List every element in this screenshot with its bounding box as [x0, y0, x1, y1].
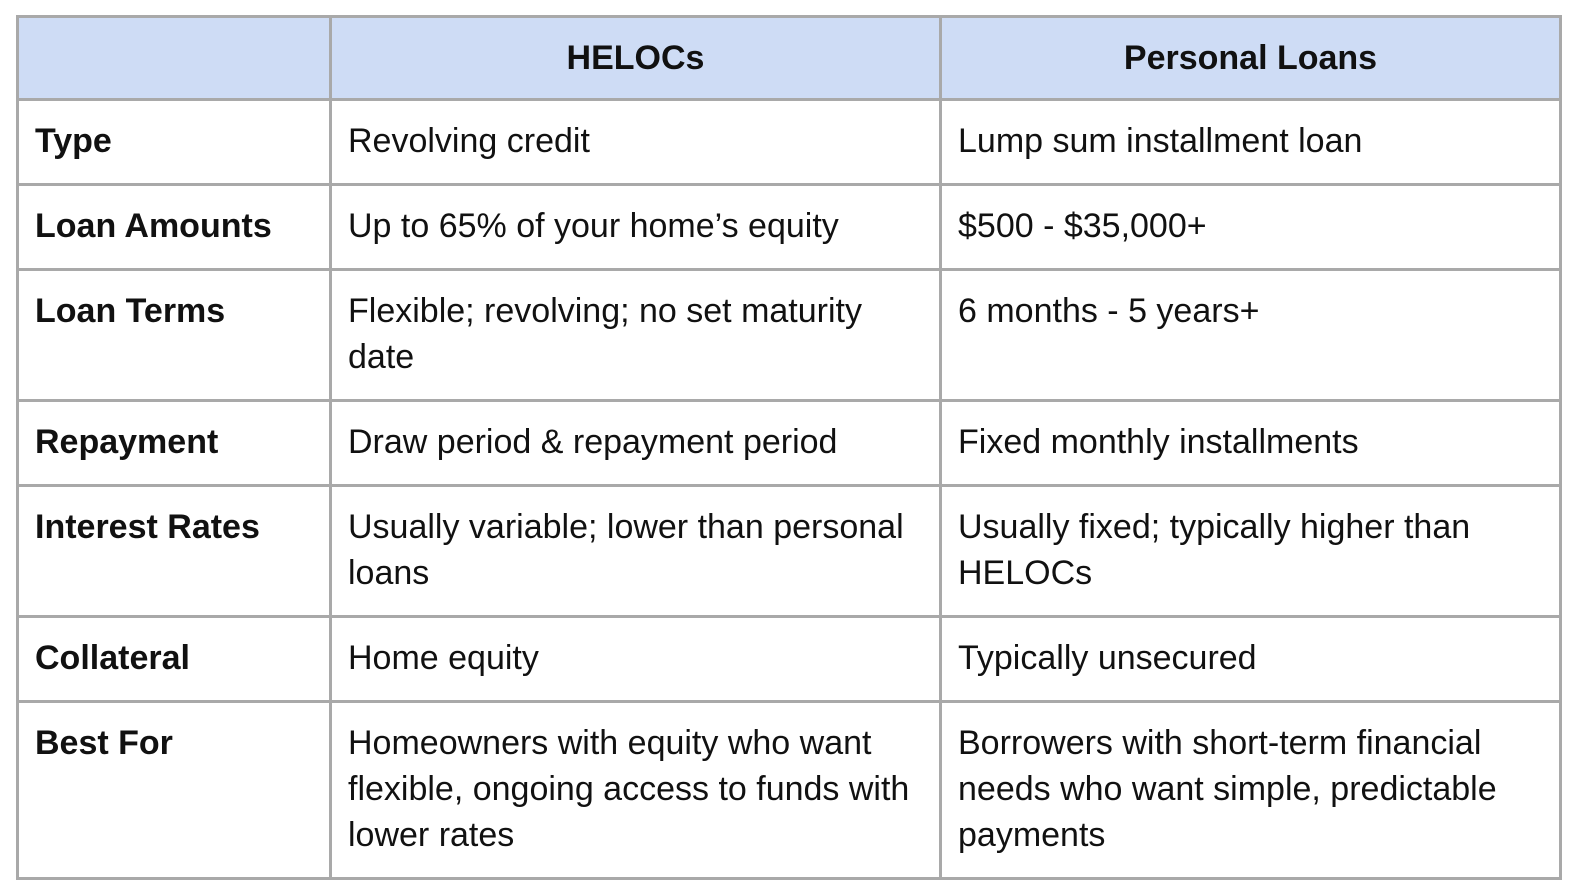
- heloc-cell: Usually variable; lower than personal loans: [331, 486, 941, 617]
- header-cell-helocs: HELOCs: [331, 17, 941, 100]
- header-cell-personal-loans: Personal Loans: [941, 17, 1561, 100]
- header-row: [18, 17, 1561, 100]
- personal-loan-cell: Usually fixed; typically higher than HELOCs: [941, 486, 1561, 617]
- row-label: Best For: [18, 702, 331, 879]
- personal-loan-cell: $500 - $35,000+: [941, 185, 1561, 270]
- header-cell-empty: [18, 17, 331, 100]
- table-row-repayment: [18, 401, 1561, 486]
- row-label: Interest Rates: [18, 486, 331, 617]
- table-row-best-for: [18, 702, 1561, 879]
- heloc-cell: Revolving credit: [331, 100, 941, 185]
- heloc-cell: Home equity: [331, 617, 941, 702]
- row-label: Repayment: [18, 401, 331, 486]
- comparison-table: [16, 15, 1562, 880]
- row-label: Type: [18, 100, 331, 185]
- table-row-type: [18, 100, 1561, 185]
- heloc-cell: Homeowners with equity who want flexible, ongoing access to funds with lower rates: [331, 702, 941, 879]
- personal-loan-cell: Typically unsecured: [941, 617, 1561, 702]
- row-label: Collateral: [18, 617, 331, 702]
- personal-loan-cell: Borrowers with short-term financial needs who want simple, predictable payments: [941, 702, 1561, 879]
- personal-loan-cell: Lump sum installment loan: [941, 100, 1561, 185]
- heloc-cell: Flexible; revolving; no set maturity date: [331, 270, 941, 401]
- row-label: Loan Amounts: [18, 185, 331, 270]
- personal-loan-cell: 6 months - 5 years+: [941, 270, 1561, 401]
- table-row-interest-rates: [18, 486, 1561, 617]
- heloc-cell: Up to 65% of your home’s equity: [331, 185, 941, 270]
- heloc-cell: Draw period & repayment period: [331, 401, 941, 486]
- row-label: Loan Terms: [18, 270, 331, 401]
- table-row-collateral: [18, 617, 1561, 702]
- table-row-loan-terms: [18, 270, 1561, 401]
- table-row-loan-amounts: [18, 185, 1561, 270]
- personal-loan-cell: Fixed monthly installments: [941, 401, 1561, 486]
